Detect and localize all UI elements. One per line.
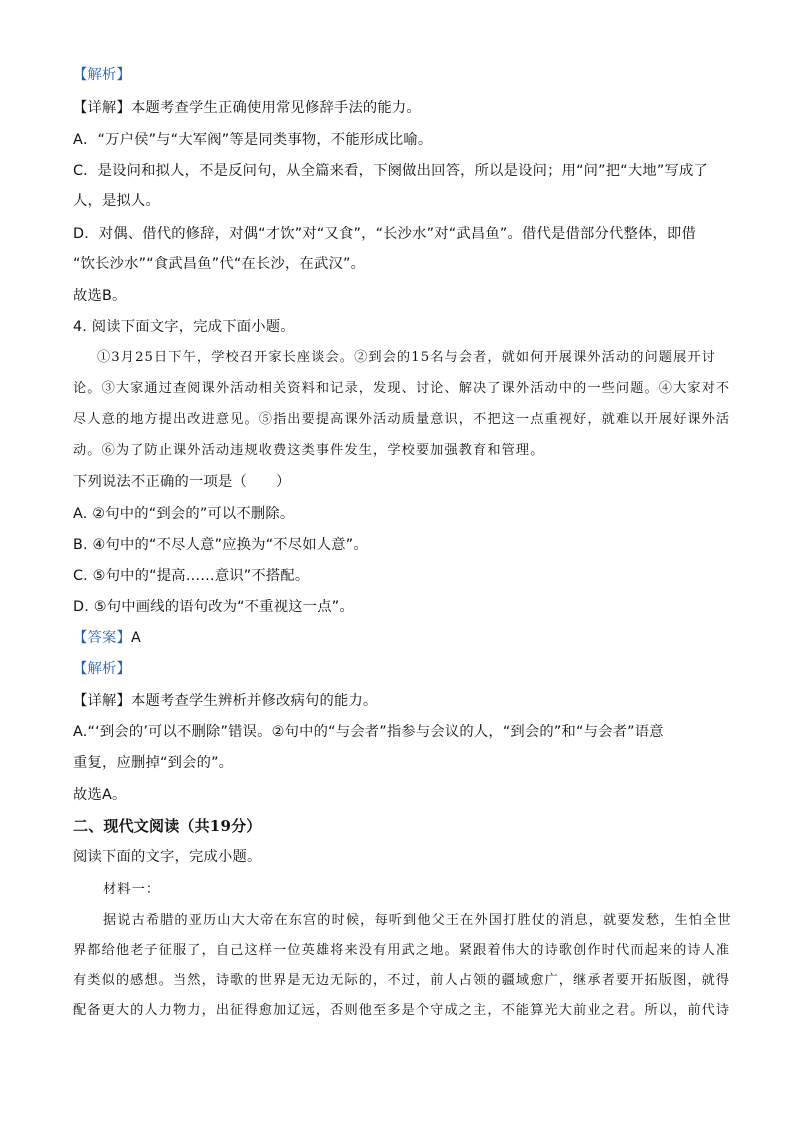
material-line: 界都给他老子征服了，自己这样一位英雄将来没有用武之地。紧跟着伟大的诗歌创作时代而起来的诗人准 <box>73 943 731 958</box>
analysis-tag-q4: 【解析】 <box>73 661 131 677</box>
material-line: 据说古希腊的亚历山大大帝在东宫的时候，每听到他父王在外国打胜仗的消息，就要发愁，生怕全世 <box>103 913 732 928</box>
q4-detail: 【详解】本题考查学生辨析并修改病句的能力。 <box>73 693 378 709</box>
material-line: 有类似的感想。当然，诗歌的世界是无边无际的，不过，前人占领的疆域愈广，继承者要开拓版图，就得 <box>73 973 731 988</box>
q4-option-b: B. ④句中的“不尽人意”应换为“不尽如人意”。 <box>73 537 368 553</box>
q4-passage-line: ①3月25日下午，学校召开家长座谈会。②到会的15名与会者，就如何开展课外活动的问题展开讨 <box>97 350 716 365</box>
q4-passage-line: 尽人意的地方提出改进意见。⑤指出要提高课外活动质量意识，不把这一点重视好，就难以开展好课外活 <box>73 412 731 427</box>
q3-option-c-analysis-line1: C．是设问和拟人，不是反问句，从全篇来看，下阕做出回答，所以是设问；用“问”把“大地”写成了 <box>73 163 708 179</box>
q4-option-c: C. ⑤句中的“提高……意识”不搭配。 <box>73 568 310 584</box>
section-heading: 二、现代文阅读（共19分） <box>73 817 262 835</box>
q4-choice: 故选A。 <box>73 787 127 803</box>
q4-answer <box>73 628 723 648</box>
q4-passage-line: 论。③大家通过查阅课外活动相关资料和记录，发现、讨论、解决了课外活动中的一些问题。④大家对不 <box>73 381 731 396</box>
q4-option-a-analysis-line1: A.“‘到会的’可以不删除”错误。②句中的“与会者”指参与会议的人，“到会的”和“与会者”语意 <box>73 724 664 740</box>
q3-option-d-analysis-line1: D．对偶、借代的修辞，对偶“才饮”对“又食”，“长沙水”对“武昌鱼”。借代是借部分代整体，即借 <box>73 226 696 242</box>
q4-option-a: A. ②句中的“到会的”可以不删除。 <box>73 506 295 522</box>
q3-option-c-analysis-line2: 人，是拟人。 <box>73 193 160 209</box>
section-intro: 阅读下面的文字，完成小题。 <box>73 849 262 865</box>
q3-option-a-analysis: A．“万户侯”与“大军阀”等是同类事物，不能形成比喻。 <box>73 132 433 148</box>
q4-option-a-analysis-line2: 重复，应删掉“到会的”。 <box>73 755 234 771</box>
q4-option-d: D. ⑤句中画线的语句改为“不重视这一点”。 <box>73 599 354 615</box>
q3-detail: 【详解】本题考查学生正确使用常见修辞手法的能力。 <box>73 100 421 116</box>
answer-tag: 【答案】 <box>73 630 131 646</box>
q4-question: 下列说法不正确的一项是（ ） <box>73 474 291 490</box>
material-line: 配备更大的人力物力，出征得愈加辽远，否则他至多是个守成之主，不能算光大前业之君。所以，前代诗 <box>73 1003 731 1018</box>
q3-choice: 故选B。 <box>73 288 127 304</box>
q3-option-d-analysis-line2: “饮长沙水”“食武昌鱼”代“在长沙，在武汉”。 <box>73 256 366 272</box>
analysis-tag-q3: 【解析】 <box>73 67 131 83</box>
answer-value: A <box>131 630 141 646</box>
material-label: 材料一： <box>103 882 161 897</box>
q4-stem: 4. 阅读下面文字，完成下面小题。 <box>73 319 295 335</box>
q4-passage-line: 动。⑥为了防止课外活动违规收费这类事件发生，学校要加强教育和管理。 <box>73 443 545 458</box>
